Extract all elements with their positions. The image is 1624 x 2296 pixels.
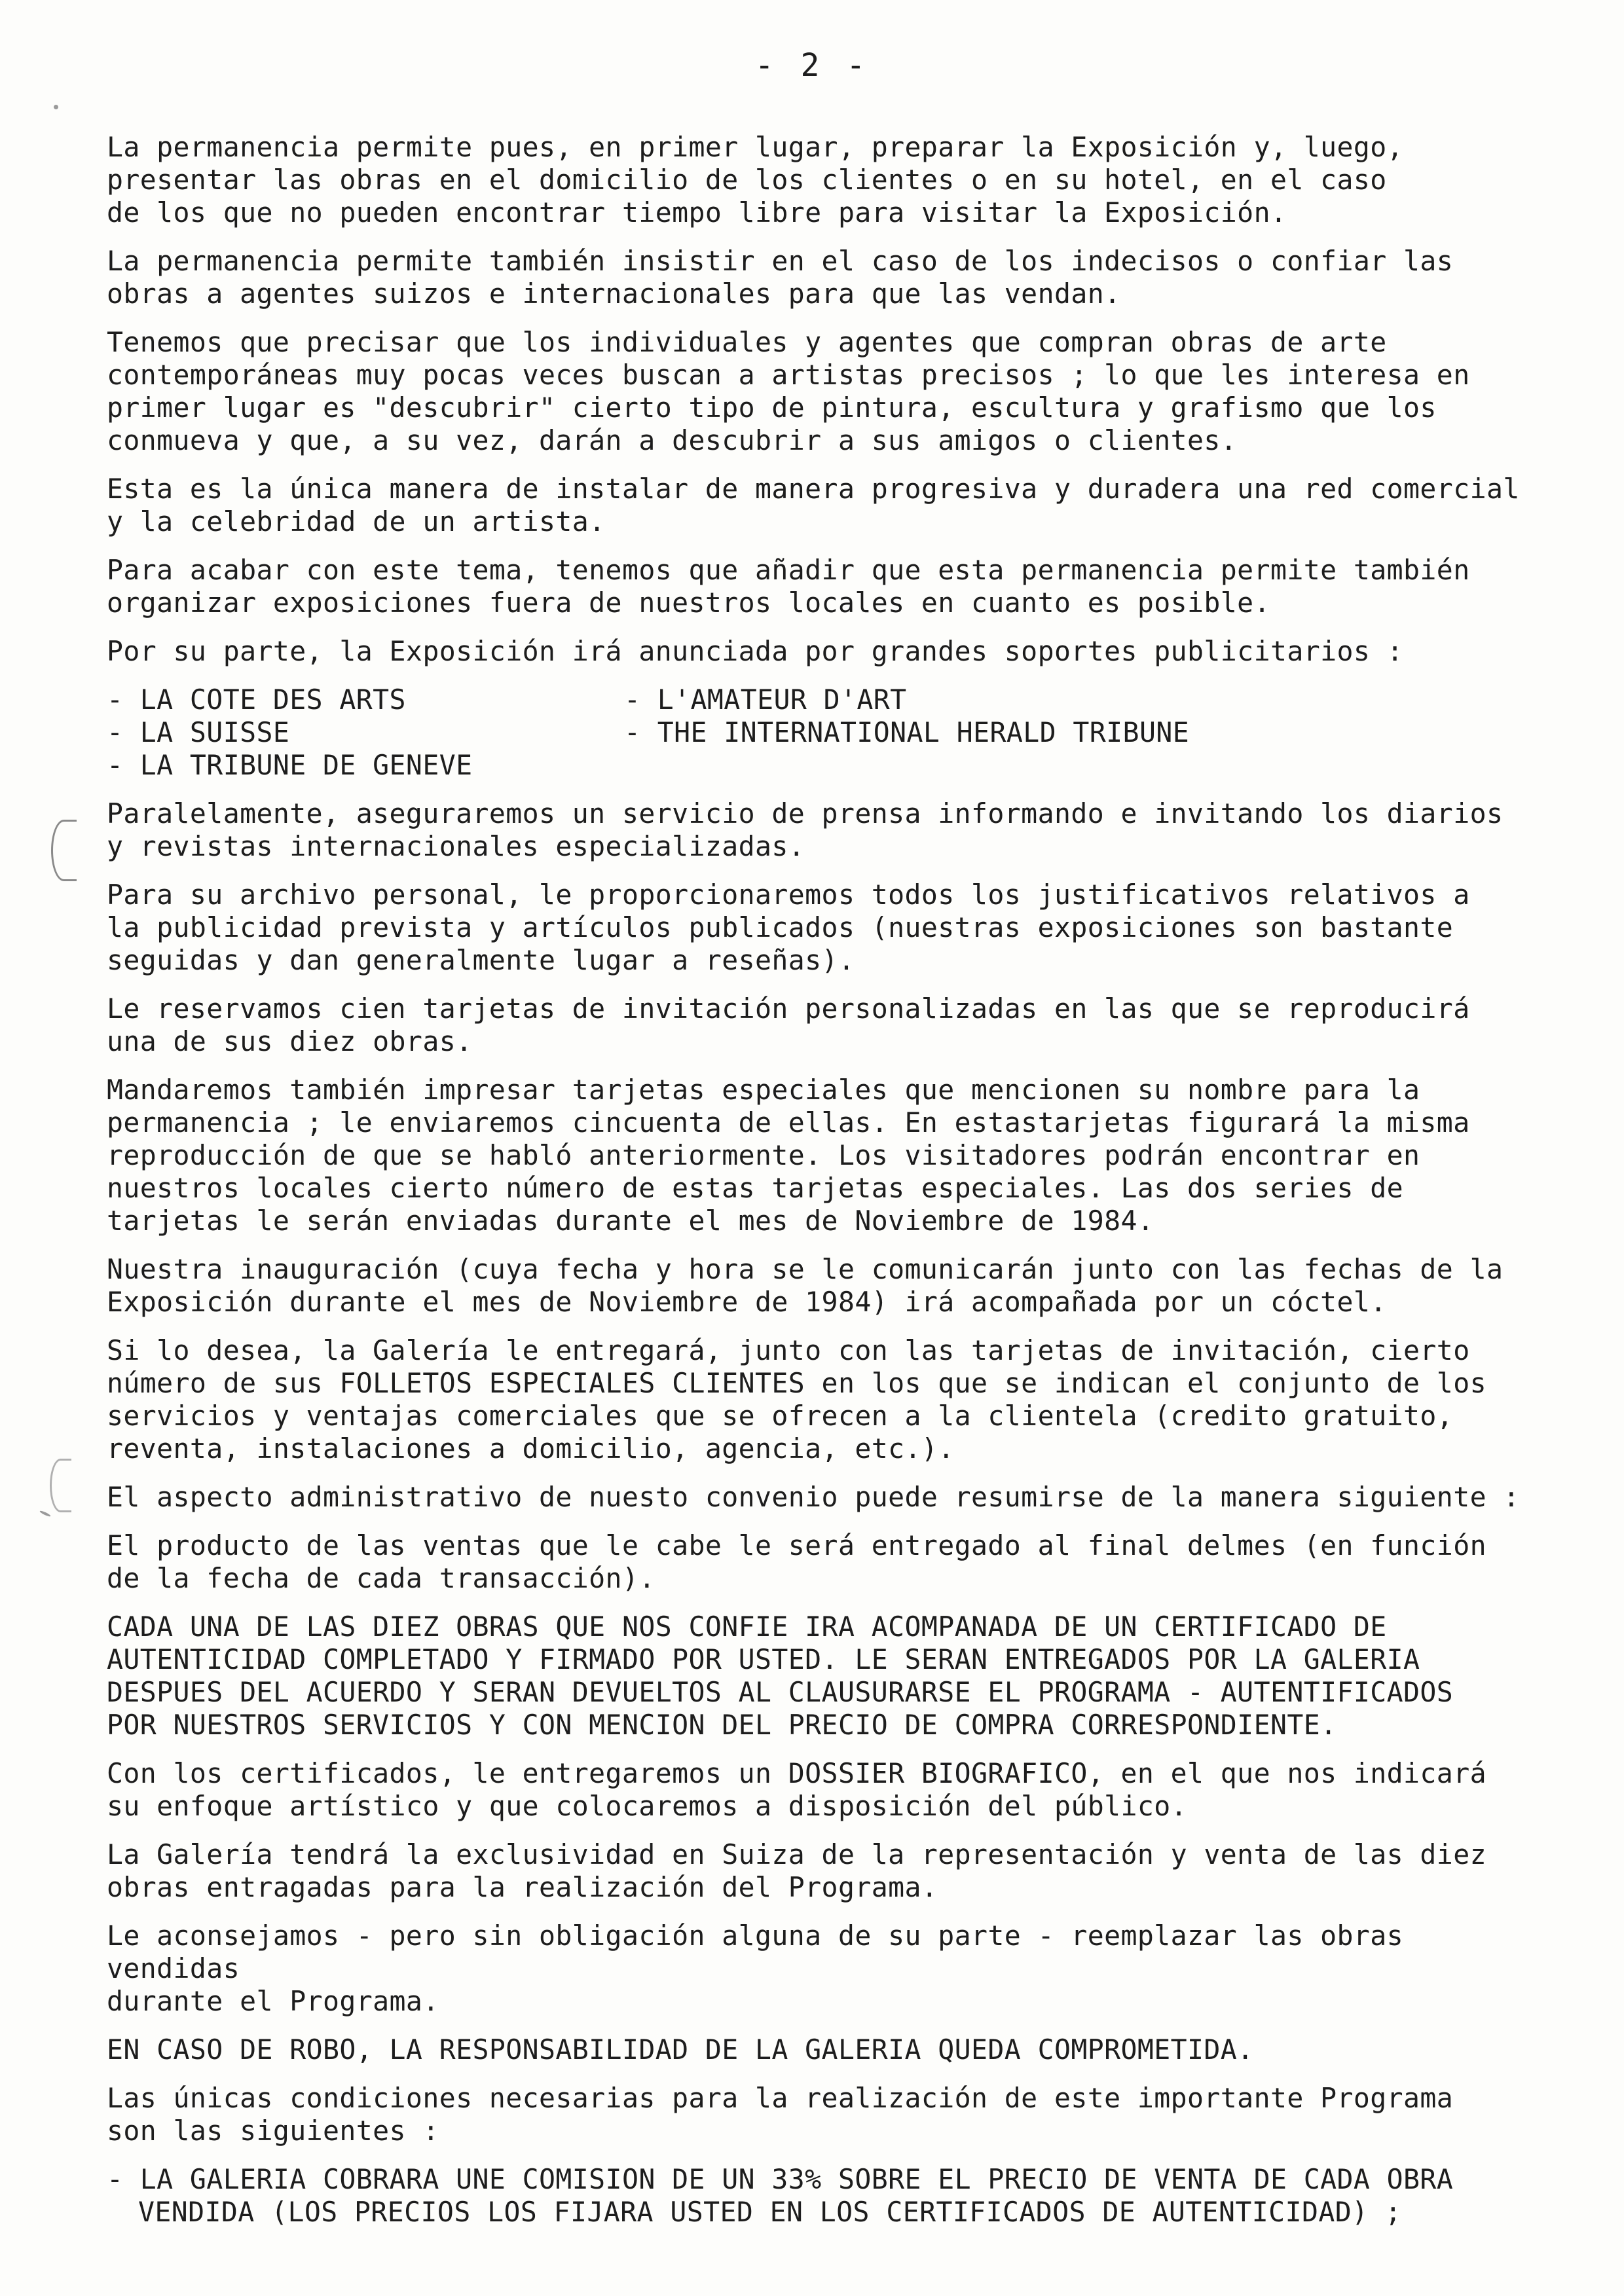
- paragraph: Nuestra inauguración (cuya fecha y hora se le comunicarán junto con las fechas de la Exposición durante el mes de Noviembre de 1984) irá acompañada por un cóctel.: [107, 1253, 1504, 1318]
- publication-column-left: [107, 683, 624, 782]
- paragraph: Tenemos que precisar que los individuales y agentes que compran obras de arte contemporáneas muy pocas veces buscan a artistas precisos ; lo que les interesa en primer lugar es "descubrir" cierto tipo de pintura, escultura y grafismo que los conmueva y que, a su vez, darán a descubrir a sus amigos o clientes.: [107, 326, 1470, 456]
- paragraph: Le aconsejamos - pero sin obligación alguna de su parte - reemplazar las obras vendidas durante el Programa.: [107, 1920, 1404, 2017]
- paragraph: El producto de las ventas que le cabe le será entregado al final delmes (en función de la fecha de cada transacción).: [107, 1529, 1486, 1594]
- paragraph: CADA UNA DE LAS DIEZ OBRAS QUE NOS CONFIE IRA ACOMPANADA DE UN CERTIFICADO DE AUTENTICIDAD COMPLETADO Y FIRMADO POR USTED. LE SERAN ENTREGADOS POR LA GALERIA DESPUES DEL ACUERDO Y SERAN DEVUELTOS AL CLAUSURARSE EL PROGRAMA - AUTENTIFICADOS POR NUESTROS SERVICIOS Y CON MENCION DEL PRECIO DE COMPRA CORRESPONDIENTE.: [107, 1611, 1454, 1741]
- binder-hole-mark: [51, 820, 77, 881]
- binder-hole-mark: [50, 1459, 71, 1512]
- paragraph: Por su parte, la Exposición irá anunciada por grandes soportes publicitarios :: [107, 635, 1404, 667]
- publication-item: - LA TRIBUNE DE GENEVE: [107, 749, 473, 781]
- paragraph: Con los certificados, le entregaremos un DOSSIER BIOGRAFICO, en el que nos indicará su enfoque artístico y que colocaremos a disposición del público.: [107, 1757, 1486, 1822]
- paragraph: Para acabar con este tema, tenemos que añadir que esta permanencia permite también organizar exposiciones fuera de nuestros locales en cuanto es posible.: [107, 554, 1470, 619]
- paragraph: La Galería tendrá la exclusividad en Suiza de la representación y venta de las diez obras entragadas para la realización del Programa.: [107, 1838, 1486, 1903]
- condition-item: - LA GALERIA COBRARA UNE COMISION DE UN 33% SOBRE EL PRECIO DE VENTA DE CADA OBRA VENDIDA (LOS PRECIOS LOS FIJARA USTED EN LOS CERTIFICADOS DE AUTENTICIDAD) ;: [107, 2163, 1454, 2228]
- paragraph: Si lo desea, la Galería le entregará, junto con las tarjetas de invitación, cierto número de sus FOLLETOS ESPECIALES CLIENTES en los que se indican el conjunto de los servicios y ventajas comerciales que se ofrecen a la clientela (credito gratuito, reventa, instalaciones a domicilio, agencia, etc.).: [107, 1334, 1486, 1465]
- paragraph: Mandaremos también impresar tarjetas especiales que mencionen su nombre para la permanencia ; le enviaremos cincuenta de ellas. En estastarjetas figurará la misma reproducción de que se habló anteriormente. Los visitadores podrán encontrar en nuestros locales cierto número de estas tarjetas especiales. Las dos series de tarjetas le serán enviadas durante el mes de Noviembre de 1984.: [107, 1074, 1470, 1237]
- letter-body: [107, 131, 1521, 2244]
- paragraph: Esta es la única manera de instalar de manera progresiva y duradera una red comercial y la celebridad de un artista.: [107, 473, 1520, 538]
- paragraph: El aspecto administrativo de nuesto convenio puede resumirse de la manera siguiente :: [107, 1481, 1520, 1513]
- paragraph: La permanencia permite pues, en primer lugar, preparar la Exposición y, luego, presentar las obras en el domicilio de los clientes o en su hotel, en el caso de los que no pueden encontrar tiempo libre para visitar la Exposición.: [107, 131, 1404, 228]
- publication-item: - LA COTE DES ARTS: [107, 683, 406, 716]
- publication-item: - THE INTERNATIONAL HERALD TRIBUNE: [624, 716, 1190, 748]
- publication-item: - L'AMATEUR D'ART: [624, 683, 907, 716]
- paragraph: EN CASO DE ROBO, LA RESPONSABILIDAD DE LA GALERIA QUEDA COMPROMETIDA.: [107, 2033, 1254, 2066]
- publication-column-right: [624, 683, 1189, 782]
- paragraph: Paralelamente, aseguraremos un servicio de prensa informando e invitando los diarios y revistas internacionales especializadas.: [107, 797, 1504, 862]
- publication-item: - LA SUISSE: [107, 716, 290, 748]
- paragraph: Para su archivo personal, le proporcionaremos todos los justificativos relativos a la publicidad prevista y artículos publicados (nuestras exposiciones son bastante seguidas y dan generalmente lugar a reseñas).: [107, 879, 1470, 976]
- paper-speck: [39, 1510, 51, 1517]
- paragraph: Le reservamos cien tarjetas de invitación personalizadas en las que se reproducirá una de sus diez obras.: [107, 993, 1470, 1057]
- paragraph: La permanencia permite también insistir en el caso de los indecisos o confiar las obras a agentes suizos e internacionales para que las vendan.: [107, 245, 1454, 310]
- publication-list: [107, 683, 1521, 782]
- paragraph: Las únicas condiciones necesarias para la realización de este importante Programa son las siguientes :: [107, 2082, 1454, 2147]
- paper-speck: [54, 105, 58, 109]
- page-number: - 2 -: [754, 47, 870, 84]
